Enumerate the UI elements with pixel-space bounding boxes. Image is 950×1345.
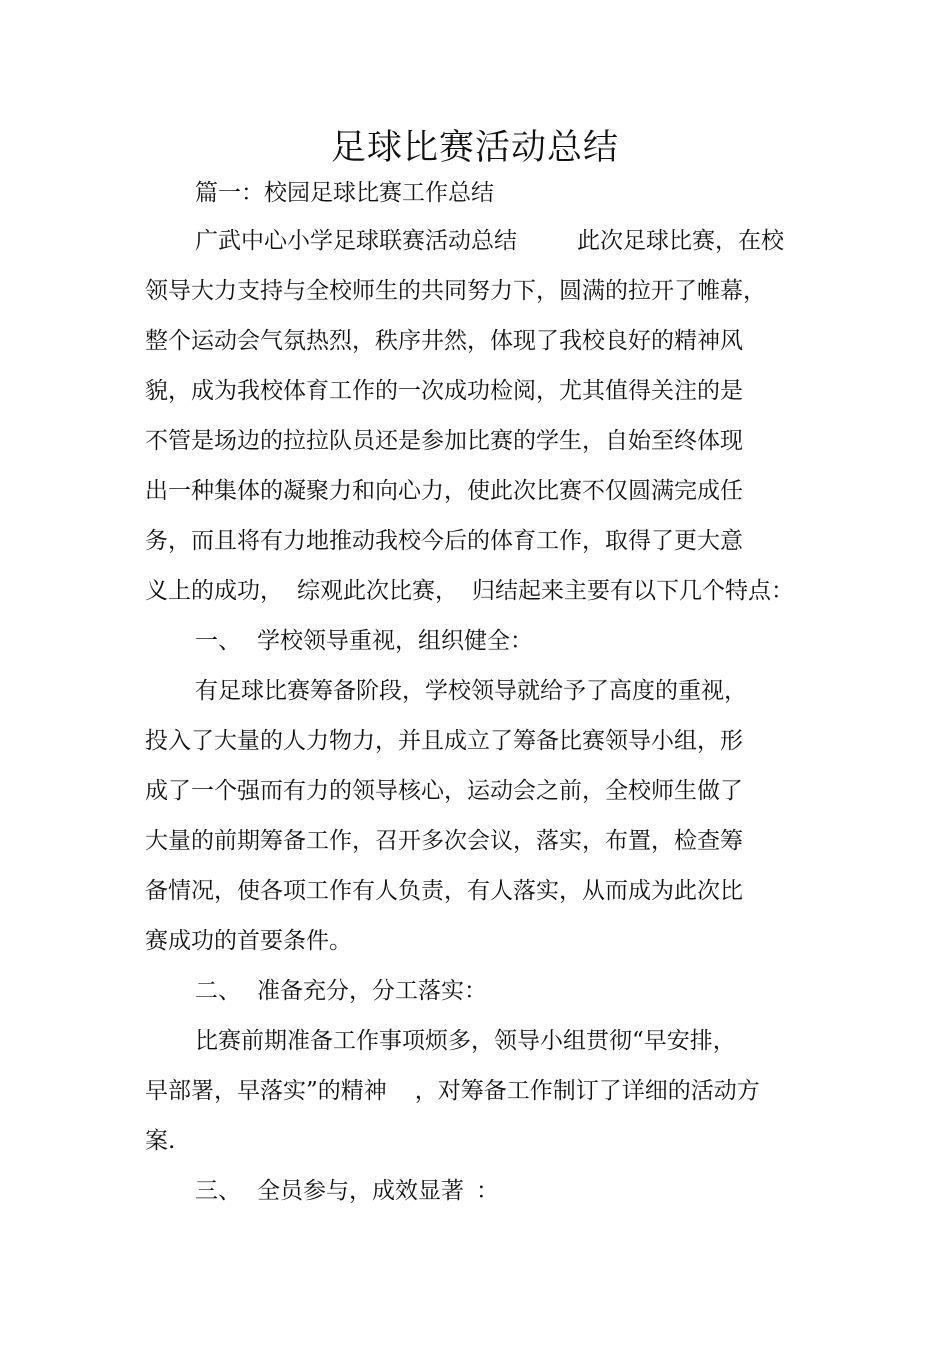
section-number: 二、 bbox=[195, 978, 241, 1004]
paragraph-line: 赛成功的首要条件。 bbox=[145, 928, 352, 954]
section-colon: ： bbox=[476, 1178, 499, 1204]
paragraph-line: 貌，成为我校体育工作的一次成功检阅，尤其值得关注的是 bbox=[145, 378, 743, 404]
paragraph-line: 整个运动会气氛热烈，秩序井然，体现了我校良好的精神风 bbox=[145, 328, 743, 354]
paragraph-line: 案. bbox=[145, 1128, 176, 1154]
paragraph-line: 成了一个强而有力的领导核心，运动会之前，全校师生做了 bbox=[145, 778, 743, 804]
paragraph-line: 出一种集体的凝聚力和向心力，使此次比赛不仅圆满完成任 bbox=[145, 478, 743, 504]
subtitle: 篇一：校园足球比赛工作总结 bbox=[195, 180, 494, 206]
section-title: 全员参与，成效显著 bbox=[257, 1178, 464, 1204]
page-title: 足球比赛活动总结 bbox=[330, 128, 619, 168]
section-title: 准备充分，分工落实： bbox=[257, 978, 487, 1004]
text-segment: ，对筹备工作制订了详细的活动方 bbox=[414, 1078, 760, 1104]
paragraph-line: 有足球比赛筹备阶段，学校领导就给予了高度的重视， bbox=[195, 678, 747, 704]
paragraph-line: 领导大力支持与全校师生的共同努力下，圆满的拉开了帷幕， bbox=[145, 278, 766, 304]
section-heading bbox=[195, 976, 487, 1006]
paragraph-line: 大量的前期筹备工作，召开多次会议，落实，布置，检查筹 bbox=[145, 828, 743, 854]
paragraph-line: 不管是场边的拉拉队员还是参加比赛的学生，自始至终体现 bbox=[145, 428, 743, 454]
section-number: 三、 bbox=[195, 1178, 241, 1204]
paragraph-line bbox=[195, 226, 784, 256]
text-segment: 此次足球比赛，在校 bbox=[577, 228, 784, 254]
paragraph-line: 备情况，使各项工作有人负责，有人落实，从而成为此次比 bbox=[145, 878, 743, 904]
text-segment: 归结起来主要有以下几个特点： bbox=[472, 578, 794, 604]
section-title: 学校领导重视，组织健全： bbox=[257, 628, 533, 654]
paragraph-line: 务，而且将有力地推动我校今后的体育工作，取得了更大意 bbox=[145, 528, 743, 554]
text-segment: 广武中心小学足球联赛活动总结 bbox=[195, 228, 517, 254]
paragraph-line: 投入了大量的人力物力，并且成立了筹备比赛领导小组，形 bbox=[145, 728, 743, 754]
section-number: 一、 bbox=[195, 628, 241, 654]
text-segment: 早部署，早落实”的精神 bbox=[145, 1078, 387, 1104]
paragraph-line: 比赛前期准备工作事项烦多，领导小组贯彻“早安排， bbox=[195, 1028, 736, 1054]
text-segment: 综观此次比赛， bbox=[297, 578, 458, 604]
section-heading bbox=[195, 1176, 499, 1206]
paragraph-line bbox=[145, 1076, 760, 1106]
paragraph-line bbox=[145, 576, 794, 606]
section-heading bbox=[195, 626, 533, 656]
text-segment: 义上的成功， bbox=[145, 578, 283, 604]
